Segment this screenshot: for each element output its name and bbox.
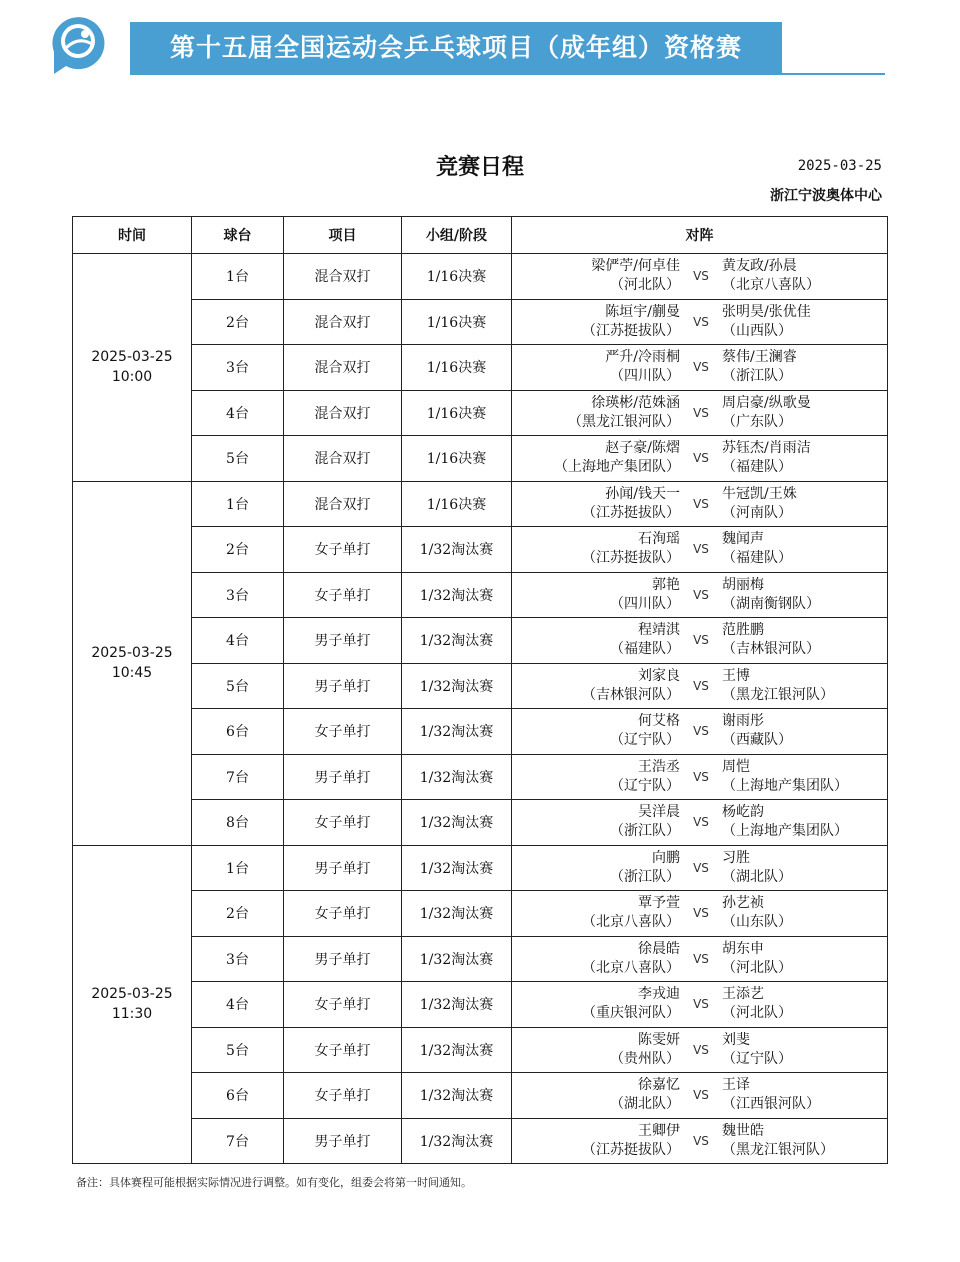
session-clock: 10:45	[111, 665, 153, 681]
left-side	[512, 485, 680, 523]
federation-logo	[40, 14, 112, 78]
left-team: （湖北队）	[610, 1096, 680, 1113]
right-players: 王添艺	[722, 986, 764, 1003]
stage-name: 1/32淘汰赛	[402, 936, 512, 982]
left-side	[512, 394, 680, 432]
stage-name: 1/16决赛	[402, 299, 512, 345]
session-time	[73, 254, 192, 482]
left-players: 石洵瑶	[638, 531, 680, 548]
left-side	[512, 985, 680, 1023]
table-row	[73, 299, 888, 345]
left-players: 梁俨苧/何卓佳	[591, 258, 680, 275]
matchup-cell	[512, 891, 888, 937]
left-team: （辽宁队）	[610, 732, 680, 749]
left-side	[512, 1031, 680, 1069]
left-side	[512, 1122, 680, 1160]
table-number: 4台	[192, 390, 284, 436]
session-clock: 11:30	[111, 1006, 153, 1023]
left-team: （浙江队）	[610, 823, 680, 840]
right-players: 习胜	[722, 849, 750, 866]
right-team: （浙江队）	[722, 368, 792, 385]
left-team: （重庆银河队）	[582, 1005, 680, 1022]
left-players: 向鹏	[652, 849, 680, 866]
matchup-cell	[512, 936, 888, 982]
left-team: （黑龙江银河队）	[568, 413, 680, 430]
stage-name: 1/32淘汰赛	[402, 709, 512, 755]
table-row	[73, 754, 888, 800]
right-players: 周启豪/纵歌曼	[722, 394, 811, 411]
matchup-cell	[512, 618, 888, 664]
document-date: 2025-03-25	[797, 158, 882, 174]
event-name: 女子单打	[284, 527, 402, 573]
table-row	[73, 982, 888, 1028]
vs-label: VS	[693, 997, 709, 1012]
vs-label: VS	[693, 724, 709, 739]
table-row	[73, 527, 888, 573]
event-name: 混合双打	[284, 345, 402, 391]
table-row	[73, 618, 888, 664]
table-row	[73, 1118, 888, 1164]
table-number: 2台	[192, 527, 284, 573]
header-table: 球台	[192, 217, 284, 254]
left-side	[512, 758, 680, 796]
table-row	[73, 436, 888, 482]
left-players: 徐嘉忆	[638, 1077, 680, 1094]
right-side	[722, 712, 887, 750]
left-side	[512, 530, 680, 568]
event-name: 女子单打	[284, 1073, 402, 1119]
vs-label: VS	[693, 769, 709, 784]
matchup-cell	[512, 982, 888, 1028]
matchup-cell	[512, 254, 888, 300]
left-players: 刘家良	[638, 667, 680, 684]
right-side	[722, 1031, 887, 1069]
table-row	[73, 1073, 888, 1119]
right-side	[722, 576, 887, 614]
table-row	[73, 709, 888, 755]
stage-name: 1/32淘汰赛	[402, 663, 512, 709]
stage-name: 1/16决赛	[402, 390, 512, 436]
vs-label: VS	[693, 1133, 709, 1148]
right-players: 张明昊/张优佳	[722, 303, 811, 320]
left-players: 王浩丞	[638, 758, 680, 775]
left-team: （浙江队）	[610, 868, 680, 885]
session-clock: 10:00	[111, 369, 153, 386]
right-side	[722, 303, 887, 341]
left-players: 李戎迪	[638, 986, 680, 1003]
left-side	[512, 803, 680, 841]
left-players: 吴洋晨	[638, 804, 680, 821]
left-team: （吉林银河队）	[582, 686, 680, 703]
schedule-table	[72, 216, 888, 1164]
left-players: 何艾格	[638, 713, 680, 730]
event-name: 男子单打	[284, 936, 402, 982]
table-row	[73, 481, 888, 527]
right-team: （山西队）	[722, 322, 792, 339]
right-team: （吉林银河队）	[722, 641, 820, 658]
table-row	[73, 254, 888, 300]
left-side	[512, 257, 680, 295]
table-row	[73, 390, 888, 436]
right-players: 谢雨彤	[722, 713, 764, 730]
right-players: 蔡伟/王澜睿	[722, 349, 797, 366]
right-team: （河北队）	[722, 959, 792, 976]
vs-label: VS	[693, 360, 709, 375]
right-side	[722, 394, 887, 432]
event-name: 女子单打	[284, 709, 402, 755]
vs-label: VS	[693, 815, 709, 830]
event-name: 男子单打	[284, 663, 402, 709]
left-players: 徐瑛彬/范姝涵	[591, 394, 680, 411]
stage-name: 1/32淘汰赛	[402, 527, 512, 573]
left-team: （北京八喜队）	[582, 959, 680, 976]
right-team: （江西银河队）	[722, 1096, 820, 1113]
header-event: 项目	[284, 217, 402, 254]
matchup-cell	[512, 845, 888, 891]
table-number: 7台	[192, 754, 284, 800]
event-name: 女子单打	[284, 1027, 402, 1073]
table-number: 2台	[192, 299, 284, 345]
table-number: 1台	[192, 845, 284, 891]
header-time: 时间	[73, 217, 192, 254]
vs-label: VS	[693, 1042, 709, 1057]
event-name: 女子单打	[284, 982, 402, 1028]
session-date: 2025-03-25	[91, 645, 173, 661]
left-team: （河北队）	[610, 277, 680, 294]
event-name: 男子单打	[284, 754, 402, 800]
left-side	[512, 712, 680, 750]
table-number: 7台	[192, 1118, 284, 1164]
left-team: （福建队）	[610, 641, 680, 658]
right-team: （黑龙江银河队）	[722, 686, 834, 703]
header-matchup: 对阵	[512, 217, 888, 254]
left-side	[512, 849, 680, 887]
stage-name: 1/32淘汰赛	[402, 800, 512, 846]
right-team: （福建队）	[722, 459, 792, 476]
left-side	[512, 303, 680, 341]
matchup-cell	[512, 436, 888, 482]
right-team: （湖南衡钢队）	[722, 595, 820, 612]
right-players: 苏钰杰/肖雨洁	[722, 440, 811, 457]
matchup-cell	[512, 481, 888, 527]
right-side	[722, 257, 887, 295]
matchup-cell	[512, 345, 888, 391]
vs-label: VS	[693, 542, 709, 557]
right-team: （湖北队）	[722, 868, 792, 885]
left-side	[512, 894, 680, 932]
stage-name: 1/32淘汰赛	[402, 845, 512, 891]
stage-name: 1/32淘汰赛	[402, 1118, 512, 1164]
vs-label: VS	[693, 587, 709, 602]
right-side	[722, 803, 887, 841]
table-number: 6台	[192, 1073, 284, 1119]
stage-name: 1/16决赛	[402, 436, 512, 482]
table-number: 2台	[192, 891, 284, 937]
table-row	[73, 1027, 888, 1073]
session-date: 2025-03-25	[91, 986, 173, 1003]
right-side	[722, 530, 887, 568]
event-name: 女子单打	[284, 572, 402, 618]
left-team: （贵州队）	[610, 1050, 680, 1067]
session-date: 2025-03-25	[91, 349, 173, 366]
left-players: 徐晨皓	[638, 940, 680, 957]
right-players: 魏闻声	[722, 531, 764, 548]
matchup-cell	[512, 527, 888, 573]
left-side	[512, 621, 680, 659]
vs-label: VS	[693, 314, 709, 329]
header-underline	[130, 73, 885, 75]
left-side	[512, 439, 680, 477]
left-team: （上海地产集团队）	[554, 459, 680, 476]
right-players: 杨屹韵	[722, 804, 764, 821]
left-players: 严升/冷雨桐	[605, 349, 680, 366]
vs-label: VS	[693, 269, 709, 284]
table-row	[73, 345, 888, 391]
event-name: 混合双打	[284, 299, 402, 345]
table-number: 4台	[192, 982, 284, 1028]
stage-name: 1/32淘汰赛	[402, 618, 512, 664]
table-number: 3台	[192, 572, 284, 618]
left-players: 王卿伊	[638, 1122, 680, 1139]
right-side	[722, 849, 887, 887]
table-number: 3台	[192, 936, 284, 982]
table-number: 3台	[192, 345, 284, 391]
stage-name: 1/32淘汰赛	[402, 754, 512, 800]
right-side	[722, 485, 887, 523]
matchup-cell	[512, 1027, 888, 1073]
right-side	[722, 894, 887, 932]
table-number: 1台	[192, 254, 284, 300]
right-side	[722, 439, 887, 477]
table-number: 5台	[192, 1027, 284, 1073]
right-players: 王博	[722, 667, 750, 684]
left-players: 郭艳	[652, 576, 680, 593]
event-name: 混合双打	[284, 390, 402, 436]
table-row	[73, 845, 888, 891]
left-side	[512, 1076, 680, 1114]
left-team: （江苏挺拔队）	[582, 504, 680, 521]
left-side	[512, 667, 680, 705]
left-players: 陈垣宇/蒯曼	[605, 303, 680, 320]
event-name: 男子单打	[284, 1118, 402, 1164]
left-team: （辽宁队）	[610, 777, 680, 794]
right-side	[722, 348, 887, 386]
vs-label: VS	[693, 451, 709, 466]
left-team: （北京八喜队）	[582, 914, 680, 931]
vs-label: VS	[693, 906, 709, 921]
right-side	[722, 621, 887, 659]
right-team: （山东队）	[722, 914, 792, 931]
event-name: 女子单打	[284, 800, 402, 846]
right-team: （福建队）	[722, 550, 792, 567]
right-players: 胡丽梅	[722, 576, 764, 593]
right-players: 王译	[722, 1077, 750, 1094]
left-team: （江苏挺拔队）	[582, 1141, 680, 1158]
matchup-cell	[512, 390, 888, 436]
right-side	[722, 985, 887, 1023]
table-number: 5台	[192, 663, 284, 709]
table-row	[73, 663, 888, 709]
stage-name: 1/16决赛	[402, 345, 512, 391]
table-number: 5台	[192, 436, 284, 482]
table-row	[73, 572, 888, 618]
document-title: 竞赛日程	[435, 154, 524, 180]
table-number: 8台	[192, 800, 284, 846]
right-team: （河北队）	[722, 1005, 792, 1022]
matchup-cell	[512, 299, 888, 345]
vs-label: VS	[693, 496, 709, 511]
vs-label: VS	[693, 1088, 709, 1103]
right-team: （黑龙江银河队）	[722, 1141, 834, 1158]
stage-name: 1/32淘汰赛	[402, 572, 512, 618]
vs-label: VS	[693, 678, 709, 693]
right-side	[722, 758, 887, 796]
stage-name: 1/32淘汰赛	[402, 1073, 512, 1119]
matchup-cell	[512, 754, 888, 800]
table-row	[73, 891, 888, 937]
right-team: （北京八喜队）	[722, 277, 820, 294]
vs-label: VS	[693, 633, 709, 648]
event-name: 混合双打	[284, 254, 402, 300]
matchup-cell	[512, 800, 888, 846]
right-players: 魏世皓	[722, 1122, 764, 1139]
event-name: 男子单打	[284, 618, 402, 664]
right-team: （上海地产集团队）	[722, 823, 848, 840]
left-team: （江苏挺拔队）	[582, 322, 680, 339]
matchup-cell	[512, 572, 888, 618]
right-team: （辽宁队）	[722, 1050, 792, 1067]
right-players: 周恺	[722, 758, 750, 775]
table-row	[73, 936, 888, 982]
right-side	[722, 667, 887, 705]
right-side	[722, 1122, 887, 1160]
left-players: 陈雯妍	[638, 1031, 680, 1048]
stage-name: 1/32淘汰赛	[402, 1027, 512, 1073]
table-number: 6台	[192, 709, 284, 755]
left-players: 覃予萱	[638, 895, 680, 912]
vs-label: VS	[693, 951, 709, 966]
header-stage: 小组/阶段	[402, 217, 512, 254]
event-name: 混合双打	[284, 481, 402, 527]
event-name: 混合双打	[284, 436, 402, 482]
stage-name: 1/16决赛	[402, 481, 512, 527]
stage-name: 1/16决赛	[402, 254, 512, 300]
stage-name: 1/32淘汰赛	[402, 982, 512, 1028]
right-side	[722, 1076, 887, 1114]
matchup-cell	[512, 1073, 888, 1119]
left-players: 孙闻/钱天一	[605, 485, 680, 502]
stage-name: 1/32淘汰赛	[402, 891, 512, 937]
right-players: 孙艺祯	[722, 895, 764, 912]
footnote: 备注：具体赛程可能根据实际情况进行调整。如有变化，组委会将第一时间通知。	[76, 1176, 472, 1189]
left-side	[512, 940, 680, 978]
session-time	[73, 845, 192, 1164]
right-team: （河南队）	[722, 504, 792, 521]
right-players: 黄友政/孙晨	[722, 258, 797, 275]
left-team: （四川队）	[610, 595, 680, 612]
session-time	[73, 481, 192, 845]
right-team: （西藏队）	[722, 732, 792, 749]
right-side	[722, 940, 887, 978]
left-side	[512, 576, 680, 614]
table-number: 1台	[192, 481, 284, 527]
left-players: 赵子豪/陈熠	[605, 440, 680, 457]
matchup-cell	[512, 709, 888, 755]
left-team: （四川队）	[610, 368, 680, 385]
right-team: （广东队）	[722, 413, 792, 430]
vs-label: VS	[693, 405, 709, 420]
right-team: （上海地产集团队）	[722, 777, 848, 794]
right-players: 范胜鹏	[722, 622, 764, 639]
right-players: 胡东申	[722, 940, 764, 957]
left-players: 程靖淇	[638, 622, 680, 639]
left-side	[512, 348, 680, 386]
right-players: 牛冠凯/王姝	[722, 485, 797, 502]
left-team: （江苏挺拔队）	[582, 550, 680, 567]
table-number: 4台	[192, 618, 284, 664]
header-title: 第十五届全国运动会乒乓球项目（成年组）资格赛	[169, 33, 742, 62]
table-header-row	[73, 217, 888, 254]
event-name: 女子单打	[284, 891, 402, 937]
right-players: 刘斐	[722, 1031, 750, 1048]
matchup-cell	[512, 1118, 888, 1164]
document-venue: 浙江宁波奥体中心	[770, 188, 882, 204]
table-row	[73, 800, 888, 846]
matchup-cell	[512, 663, 888, 709]
event-name: 男子单打	[284, 845, 402, 891]
vs-label: VS	[693, 860, 709, 875]
